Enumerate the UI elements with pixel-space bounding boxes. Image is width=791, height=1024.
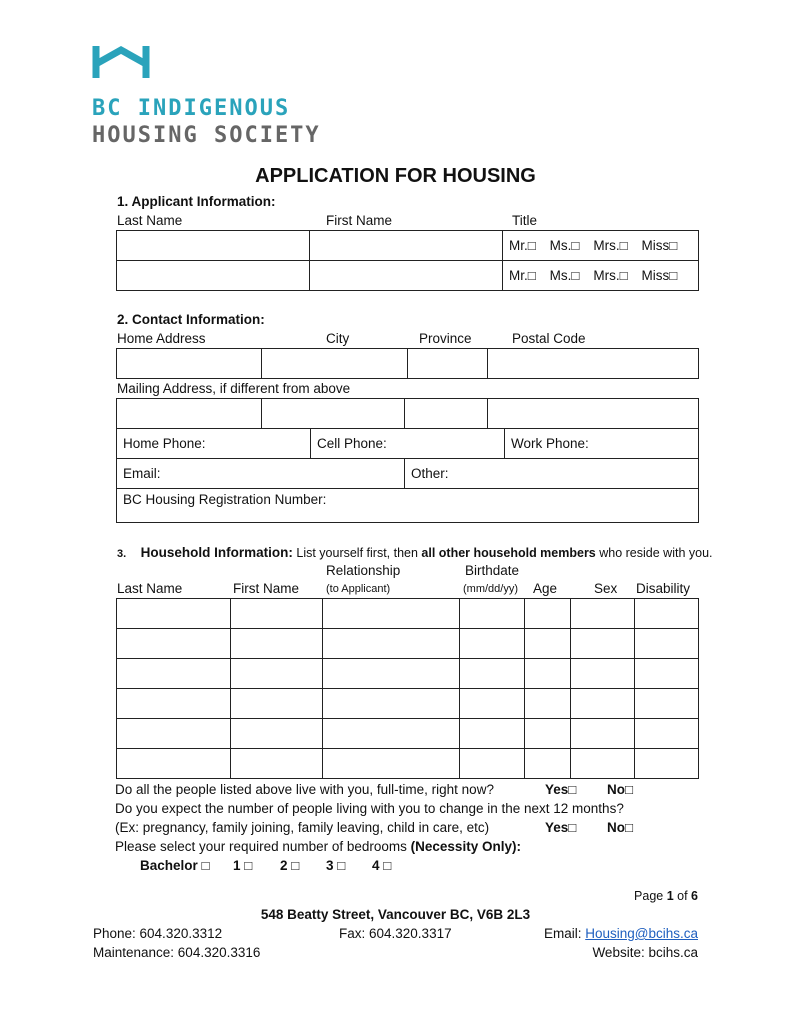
q2-no-checkbox[interactable]: No□ [607, 820, 634, 835]
hh-first-name-cell[interactable] [231, 659, 323, 689]
home-address-field[interactable] [117, 349, 262, 379]
footer-address: 548 Beatty Street, Vancouver BC, V6B 2L3 [260, 907, 531, 922]
hh-age-cell[interactable] [525, 599, 571, 629]
bedroom-option-3[interactable]: 3 □ [326, 858, 346, 873]
title-option-ms[interactable]: Ms.□ [549, 268, 580, 283]
label-disability: Disability [636, 581, 691, 596]
home-city-field[interactable] [262, 349, 408, 379]
label-home-address: Home Address [117, 331, 206, 346]
label-age: Age [533, 581, 558, 596]
hh-age-cell[interactable] [525, 719, 571, 749]
hh-last-name-cell[interactable] [117, 749, 231, 779]
hh-disability-cell[interactable] [635, 749, 699, 779]
home-postal-field[interactable] [488, 349, 699, 379]
label-postal-code: Postal Code [512, 331, 586, 346]
applicant2-title-field[interactable] [503, 261, 699, 291]
mailing-address-field[interactable] [117, 399, 262, 429]
household-table [116, 598, 699, 779]
hh-sex-cell[interactable] [571, 659, 635, 689]
home-address-table [116, 348, 699, 379]
title-option-ms[interactable]: Ms.□ [549, 238, 580, 253]
household-row [117, 689, 699, 719]
label-city: City [326, 331, 350, 346]
work-phone-field[interactable]: Work Phone: [505, 429, 699, 459]
bedroom-option-1[interactable]: 1 □ [233, 858, 253, 873]
household-row [117, 629, 699, 659]
label-birthdate-sub: (mm/dd/yy) [463, 583, 518, 595]
hh-disability-cell[interactable] [635, 659, 699, 689]
email-table [116, 458, 699, 489]
hh-first-name-cell[interactable] [231, 599, 323, 629]
cell-phone-field[interactable]: Cell Phone: [311, 429, 505, 459]
label-mailing-address: Mailing Address, if different from above [117, 381, 351, 396]
title-option-miss[interactable]: Miss□ [641, 238, 678, 253]
applicant2-first-name-field[interactable] [310, 261, 503, 291]
hh-last-name-cell[interactable] [117, 719, 231, 749]
hh-sex-cell[interactable] [571, 719, 635, 749]
page-of: of [673, 889, 692, 903]
applicant2-last-name-field[interactable] [117, 261, 310, 291]
hh-relationship-cell[interactable] [323, 719, 460, 749]
hh-relationship-cell[interactable] [323, 629, 460, 659]
hh-relationship-cell[interactable] [323, 749, 460, 779]
footer-maintenance: Maintenance: 604.320.3316 [93, 945, 261, 960]
hh-birthdate-cell[interactable] [460, 599, 525, 629]
hh-last-name-cell[interactable] [117, 659, 231, 689]
household-row [117, 719, 699, 749]
bc-housing-registration-field[interactable]: BC Housing Registration Number: [117, 489, 699, 523]
section3-heading: Household Information: [140, 545, 293, 560]
household-row [117, 749, 699, 779]
mailing-city-field[interactable] [262, 399, 405, 429]
hh-age-cell[interactable] [525, 629, 571, 659]
hh-disability-cell[interactable] [635, 689, 699, 719]
section3-number: 3. [117, 548, 127, 560]
applicant-table [116, 230, 699, 291]
hh-birthdate-cell[interactable] [460, 629, 525, 659]
footer-email-link[interactable]: Housing@bcihs.ca [585, 926, 698, 941]
hh-last-name-cell[interactable] [117, 629, 231, 659]
question-bedrooms-line [115, 839, 521, 855]
label-last-name: Last Name [117, 213, 183, 228]
applicant1-first-name-field[interactable] [310, 231, 503, 261]
hh-first-name-cell[interactable] [231, 749, 323, 779]
question-bedrooms: Please select your required number of bedrooms [115, 839, 411, 854]
bedroom-option-4[interactable]: 4 □ [372, 858, 392, 873]
bedroom-option-bachelor[interactable]: Bachelor □ [140, 858, 210, 873]
label-sex: Sex [594, 581, 618, 596]
footer-website: Website: bcihs.ca [592, 945, 698, 960]
title-option-mr[interactable]: Mr.□ [509, 268, 536, 283]
hh-relationship-cell[interactable] [323, 599, 460, 629]
section3-intro-a: List yourself first, then [292, 546, 422, 560]
hh-age-cell[interactable] [525, 749, 571, 779]
footer-phone: Phone: 604.320.3312 [93, 926, 223, 941]
section2-heading: 2. Contact Information: [117, 312, 265, 327]
org-name-line2: HOUSING SOCIETY [92, 123, 321, 148]
label-birthdate: Birthdate [465, 563, 520, 578]
form-title: APPLICATION FOR HOUSING [255, 165, 536, 187]
section3-intro-b: who reside with you. [595, 546, 713, 560]
hh-birthdate-cell[interactable] [460, 659, 525, 689]
registration-table [116, 488, 699, 523]
household-row [117, 659, 699, 689]
hh-first-name-cell[interactable] [231, 689, 323, 719]
page-indicator [634, 889, 698, 904]
hh-last-name-cell[interactable] [117, 689, 231, 719]
household-row [117, 599, 699, 629]
hh-birthdate-cell[interactable] [460, 719, 525, 749]
page-prefix: Page [634, 889, 667, 903]
logo-icon [92, 44, 150, 82]
hh-birthdate-cell[interactable] [460, 749, 525, 779]
hh-last-name-cell[interactable] [117, 599, 231, 629]
hh-relationship-cell[interactable] [323, 689, 460, 719]
hh-age-cell[interactable] [525, 689, 571, 719]
hh-sex-cell[interactable] [571, 599, 635, 629]
label-hh-last-name: Last Name [117, 581, 183, 596]
hh-disability-cell[interactable] [635, 629, 699, 659]
home-province-field[interactable] [408, 349, 488, 379]
org-name-line1: BC INDIGENOUS [92, 96, 291, 121]
hh-sex-cell[interactable] [571, 689, 635, 719]
label-hh-first-name: First Name [233, 581, 300, 596]
question-change-examples: (Ex: pregnancy, family joining, family leaving, child in care, etc) [115, 820, 490, 835]
label-province: Province [419, 331, 472, 346]
other-contact-field[interactable]: Other: [405, 459, 699, 489]
home-phone-field[interactable]: Home Phone: [117, 429, 311, 459]
footer-fax: Fax: 604.320.3317 [339, 926, 452, 941]
q2-yes-checkbox[interactable]: Yes□ [545, 820, 577, 835]
mailing-province-field[interactable] [405, 399, 488, 429]
section1-heading: 1. Applicant Information: [117, 194, 276, 209]
hh-first-name-cell[interactable] [231, 719, 323, 749]
footer-email-line [544, 926, 698, 942]
hh-age-cell[interactable] [525, 659, 571, 689]
mailing-address-table [116, 398, 699, 429]
page-total: 6 [691, 889, 698, 903]
label-relationship: Relationship [326, 563, 401, 578]
section3-heading-line [117, 544, 713, 562]
label-title: Title [512, 213, 538, 228]
question-live-full-time: Do all the people listed above live with you, full-time, right now? [115, 782, 494, 797]
hh-relationship-cell[interactable] [323, 659, 460, 689]
question-change-12-months: Do you expect the number of people living with you to change in the next 12 months? [115, 801, 624, 816]
q1-yes-checkbox[interactable]: Yes□ [545, 782, 577, 797]
label-first-name: First Name [326, 213, 393, 228]
title-option-mrs[interactable]: Mrs.□ [593, 238, 628, 253]
title-option-mr[interactable]: Mr.□ [509, 238, 536, 253]
question-bedrooms-necessity: (Necessity Only): [410, 839, 521, 854]
applicant1-title-field[interactable] [503, 231, 699, 261]
page-number: 1 [666, 889, 674, 903]
hh-disability-cell[interactable] [635, 599, 699, 629]
hh-first-name-cell[interactable] [231, 629, 323, 659]
footer-email-label: Email: [543, 926, 586, 941]
hh-sex-cell[interactable] [571, 629, 635, 659]
email-field[interactable]: Email: [117, 459, 405, 489]
applicant1-last-name-field[interactable] [117, 231, 310, 261]
label-relationship-sub: (to Applicant) [326, 583, 391, 595]
title-option-mrs[interactable]: Mrs.□ [593, 268, 628, 283]
hh-sex-cell[interactable] [571, 749, 635, 779]
hh-disability-cell[interactable] [635, 719, 699, 749]
section3-intro-bold: all other household members [421, 546, 596, 560]
mailing-postal-field[interactable] [488, 399, 699, 429]
phone-table [116, 428, 699, 459]
hh-birthdate-cell[interactable] [460, 689, 525, 719]
title-option-miss[interactable]: Miss□ [641, 268, 678, 283]
q1-no-checkbox[interactable]: No□ [607, 782, 634, 797]
bedroom-option-2[interactable]: 2 □ [280, 858, 300, 873]
